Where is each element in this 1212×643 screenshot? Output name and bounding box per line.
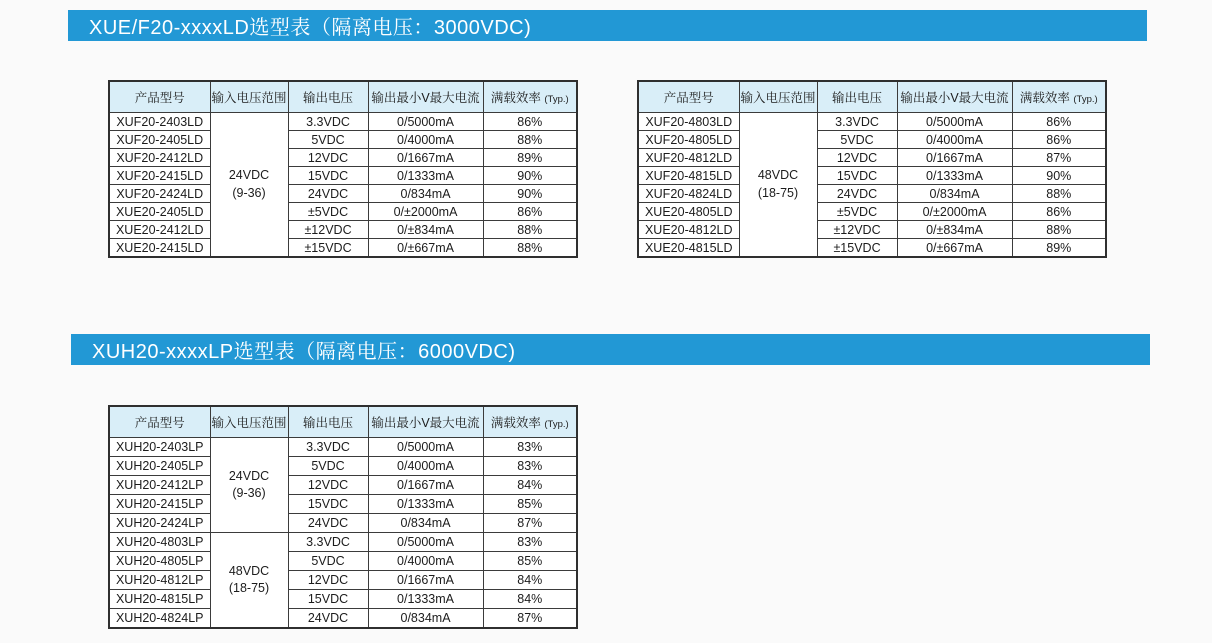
model-cell: XUH20-4805LP: [109, 552, 210, 571]
output-voltage-cell: 12VDC: [288, 476, 368, 495]
table-row: [638, 113, 1106, 131]
efficiency-cell: 86%: [1012, 131, 1106, 149]
output-current-cell: 0/5000mA: [897, 113, 1012, 131]
col-header-efficiency: 满载效率 (Typ.): [483, 81, 577, 113]
output-current-cell: 0/1333mA: [897, 167, 1012, 185]
output-current-cell: 0/1333mA: [368, 495, 483, 514]
efficiency-cell: 90%: [483, 185, 577, 203]
efficiency-cell: 90%: [483, 167, 577, 185]
output-voltage-cell: 5VDC: [288, 457, 368, 476]
output-current-cell: 0/±667mA: [897, 239, 1012, 258]
table-row: [109, 590, 577, 609]
output-voltage-cell: 12VDC: [817, 149, 897, 167]
input-voltage-label: 48VDC: [228, 563, 270, 578]
model-cell: XUE20-4812LD: [638, 221, 739, 239]
output-voltage-cell: 12VDC: [288, 149, 368, 167]
table-row: [109, 571, 577, 590]
col-header-output-current: 输出最小V最大电流: [368, 81, 483, 113]
efficiency-cell: 86%: [483, 203, 577, 221]
model-cell: XUH20-2412LP: [109, 476, 210, 495]
model-cell: XUF20-2424LD: [109, 185, 210, 203]
col-header-output-voltage: 输出电压: [817, 81, 897, 113]
efficiency-cell: 83%: [483, 457, 577, 476]
table-row: [638, 203, 1106, 221]
output-current-cell: 0/±2000mA: [897, 203, 1012, 221]
efficiency-cell: 87%: [1012, 149, 1106, 167]
table-header-row: [109, 406, 577, 438]
selection-table-xuh20: [108, 405, 578, 629]
model-cell: XUE20-4815LD: [638, 239, 739, 258]
input-voltage-label: 48VDC: [757, 168, 799, 182]
model-cell: XUF20-4824LD: [638, 185, 739, 203]
model-cell: XUE20-4805LD: [638, 203, 739, 221]
input-range-label: (9-36): [232, 486, 266, 500]
input-range-label: (18-75): [757, 185, 799, 200]
model-cell: XUE20-2415LD: [109, 239, 210, 258]
output-current-cell: 0/4000mA: [368, 457, 483, 476]
table-row: [638, 167, 1106, 185]
output-voltage-cell: 24VDC: [288, 185, 368, 203]
efficiency-cell: 90%: [1012, 167, 1106, 185]
input-voltage-label: 24VDC: [228, 468, 270, 483]
output-voltage-cell: ±5VDC: [817, 203, 897, 221]
output-voltage-cell: ±15VDC: [288, 239, 368, 258]
col-header-efficiency: 满载效率 (Typ.): [483, 406, 577, 438]
model-cell: XUH20-4803LP: [109, 533, 210, 552]
output-voltage-cell: 12VDC: [288, 571, 368, 590]
efficiency-cell: 87%: [483, 609, 577, 629]
efficiency-cell: 86%: [1012, 113, 1106, 131]
efficiency-cell: 88%: [483, 131, 577, 149]
efficiency-typ-note: (Typ.): [544, 419, 569, 430]
output-current-cell: 0/4000mA: [368, 131, 483, 149]
table-row: [109, 495, 577, 514]
output-voltage-cell: 15VDC: [288, 590, 368, 609]
output-voltage-cell: 3.3VDC: [288, 438, 368, 457]
output-voltage-cell: 5VDC: [288, 131, 368, 149]
table-row: [109, 476, 577, 495]
output-current-cell: 0/±667mA: [368, 239, 483, 258]
output-voltage-cell: 15VDC: [288, 167, 368, 185]
efficiency-cell: 85%: [483, 495, 577, 514]
model-cell: XUH20-2424LP: [109, 514, 210, 533]
col-header-input-range: 输入电压范围: [210, 81, 288, 113]
output-current-cell: 0/4000mA: [368, 552, 483, 571]
table-row: [109, 514, 577, 533]
efficiency-cell: 88%: [483, 221, 577, 239]
output-current-cell: 0/834mA: [368, 185, 483, 203]
model-cell: XUF20-2412LD: [109, 149, 210, 167]
model-cell: XUF20-4803LD: [638, 113, 739, 131]
output-current-cell: 0/±834mA: [897, 221, 1012, 239]
model-cell: XUE20-2412LD: [109, 221, 210, 239]
efficiency-cell: 83%: [483, 438, 577, 457]
col-header-model: 产品型号: [109, 81, 210, 113]
efficiency-cell: 88%: [483, 239, 577, 258]
efficiency-cell: 89%: [1012, 239, 1106, 258]
efficiency-cell: 87%: [483, 514, 577, 533]
efficiency-cell: 88%: [1012, 185, 1106, 203]
model-cell: XUH20-4812LP: [109, 571, 210, 590]
table-row: [109, 185, 577, 203]
model-cell: XUH20-2415LP: [109, 495, 210, 514]
col-header-output-voltage: 输出电压: [288, 81, 368, 113]
output-voltage-cell: 24VDC: [817, 185, 897, 203]
table-row: [638, 239, 1106, 258]
table-row: [109, 239, 577, 258]
input-range-label: (18-75): [228, 581, 270, 595]
output-voltage-cell: 24VDC: [288, 609, 368, 629]
output-current-cell: 0/5000mA: [368, 438, 483, 457]
model-cell: XUF20-2405LD: [109, 131, 210, 149]
output-voltage-cell: 5VDC: [817, 131, 897, 149]
model-cell: XUE20-2405LD: [109, 203, 210, 221]
col-header-model: 产品型号: [638, 81, 739, 113]
output-voltage-cell: 15VDC: [817, 167, 897, 185]
output-voltage-cell: ±5VDC: [288, 203, 368, 221]
selection-table-xuef20-48v: [637, 80, 1107, 258]
table-row: [109, 552, 577, 571]
model-cell: XUF20-2403LD: [109, 113, 210, 131]
output-current-cell: 0/1667mA: [368, 149, 483, 167]
output-voltage-cell: ±15VDC: [817, 239, 897, 258]
input-range-cell: [210, 533, 288, 629]
efficiency-typ-note: (Typ.): [1073, 94, 1098, 105]
col-header-input-range: 输入电压范围: [739, 81, 817, 113]
output-voltage-cell: ±12VDC: [288, 221, 368, 239]
output-current-cell: 0/1333mA: [368, 167, 483, 185]
output-voltage-cell: 3.3VDC: [817, 113, 897, 131]
selection-table-xuef20-24v: [108, 80, 578, 258]
model-cell: XUF20-4812LD: [638, 149, 739, 167]
col-header-input-range: 输入电压范围: [210, 406, 288, 438]
output-current-cell: 0/834mA: [897, 185, 1012, 203]
output-current-cell: 0/1667mA: [368, 571, 483, 590]
output-current-cell: 0/5000mA: [368, 533, 483, 552]
efficiency-cell: 88%: [1012, 221, 1106, 239]
table-row: [109, 457, 577, 476]
col-header-output-voltage: 输出电压: [288, 406, 368, 438]
section-banner-title: XUE/F20-xxxxLD选型表（隔离电压：3000VDC): [89, 17, 532, 39]
efficiency-cell: 84%: [483, 571, 577, 590]
section-banner-xuef20: [68, 10, 1147, 41]
input-range-cell: [210, 113, 288, 258]
input-range-cell: [210, 438, 288, 533]
output-voltage-cell: 5VDC: [288, 552, 368, 571]
output-current-cell: 0/834mA: [368, 514, 483, 533]
efficiency-cell: 84%: [483, 590, 577, 609]
output-voltage-cell: 3.3VDC: [288, 533, 368, 552]
model-cell: XUF20-4805LD: [638, 131, 739, 149]
table-row: [638, 131, 1106, 149]
input-voltage-label: 24VDC: [228, 168, 270, 182]
input-range-cell: [739, 113, 817, 258]
table-header-row: [109, 81, 577, 113]
table-row: [109, 149, 577, 167]
efficiency-cell: 83%: [483, 533, 577, 552]
model-cell: XUF20-2415LD: [109, 167, 210, 185]
output-voltage-cell: 15VDC: [288, 495, 368, 514]
section-banner-title: XUH20-xxxxLP选型表（隔离电压：6000VDC): [92, 341, 516, 363]
output-current-cell: 0/4000mA: [897, 131, 1012, 149]
output-voltage-cell: 3.3VDC: [288, 113, 368, 131]
table-row: [109, 438, 577, 457]
col-header-model: 产品型号: [109, 406, 210, 438]
table-row: [109, 609, 577, 629]
table-row: [638, 221, 1106, 239]
efficiency-typ-note: (Typ.): [544, 94, 569, 105]
output-current-cell: 0/1667mA: [897, 149, 1012, 167]
table-row: [638, 185, 1106, 203]
output-current-cell: 0/5000mA: [368, 113, 483, 131]
table-row: [109, 203, 577, 221]
model-cell: XUF20-4815LD: [638, 167, 739, 185]
table-row: [109, 167, 577, 185]
col-header-efficiency: 满载效率 (Typ.): [1012, 81, 1106, 113]
col-header-output-current: 输出最小V最大电流: [897, 81, 1012, 113]
efficiency-cell: 85%: [483, 552, 577, 571]
col-header-output-current: 输出最小V最大电流: [368, 406, 483, 438]
output-voltage-cell: 24VDC: [288, 514, 368, 533]
output-current-cell: 0/1667mA: [368, 476, 483, 495]
efficiency-cell: 89%: [483, 149, 577, 167]
efficiency-cell: 84%: [483, 476, 577, 495]
table-row: [109, 221, 577, 239]
input-range-label: (9-36): [232, 185, 266, 200]
efficiency-cell: 86%: [1012, 203, 1106, 221]
table-row: [109, 533, 577, 552]
output-voltage-cell: ±12VDC: [817, 221, 897, 239]
output-current-cell: 0/±2000mA: [368, 203, 483, 221]
table-row: [109, 131, 577, 149]
section-banner-xuh20: [71, 334, 1150, 365]
output-current-cell: 0/±834mA: [368, 221, 483, 239]
model-cell: XUH20-4815LP: [109, 590, 210, 609]
model-cell: XUH20-2405LP: [109, 457, 210, 476]
model-cell: XUH20-2403LP: [109, 438, 210, 457]
table-header-row: [638, 81, 1106, 113]
output-current-cell: 0/1333mA: [368, 590, 483, 609]
model-cell: XUH20-4824LP: [109, 609, 210, 629]
output-current-cell: 0/834mA: [368, 609, 483, 629]
table-row: [638, 149, 1106, 167]
table-row: [109, 113, 577, 131]
efficiency-cell: 86%: [483, 113, 577, 131]
